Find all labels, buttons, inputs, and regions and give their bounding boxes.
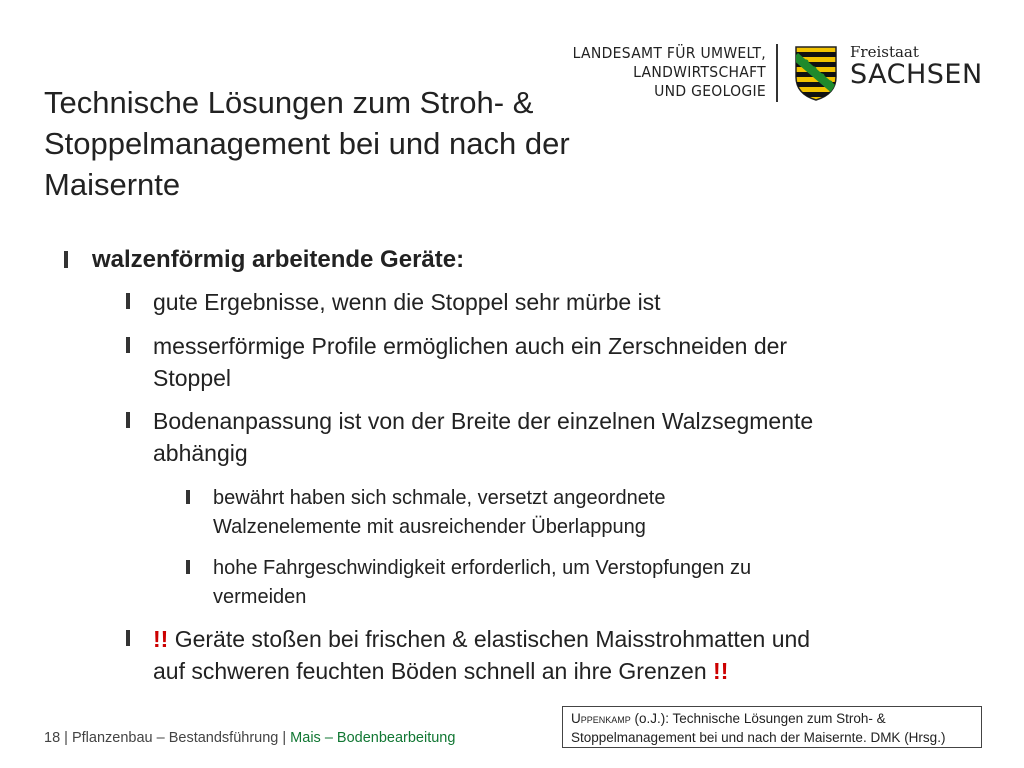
bullet-marker-icon [186, 560, 190, 574]
bullet-text: gute Ergebnisse, wenn die Stoppel sehr mürbe ist [153, 289, 661, 315]
title-line-1: Technische Lösungen zum Stroh- & [44, 85, 534, 120]
sub-bullet-text-line-2: vermeiden [213, 586, 307, 608]
reference-box [562, 706, 982, 748]
reference-line-1-text: (o.J.): Technische Lösungen zum Stroh- & [630, 711, 886, 726]
bullet-marker-icon [186, 490, 190, 504]
bullet-heading-text: walzenförmig arbeitende Geräte: [92, 246, 465, 273]
sub-bullet-text-line-2: Walzenelemente mit ausreichender Überlappung [213, 516, 646, 538]
bullet-text-line-1: messerförmige Profile ermöglichen auch ein Zerschneiden der [153, 333, 788, 359]
footer [44, 730, 455, 746]
bullet-marker-icon [126, 630, 130, 646]
footer-topic: Mais – Bodenbearbeitung [290, 730, 456, 746]
footer-section: | Pflanzenbau – Bestandsführung | [60, 730, 291, 746]
state-line-1: Freistaat [850, 43, 919, 61]
warning-mark: !! [153, 626, 169, 652]
state-line-2: SACHSEN [850, 59, 983, 90]
bullet-text-line-2: abhängig [153, 440, 248, 466]
bullet-text-line-2: Stoppel [153, 365, 232, 391]
bullet-marker-icon [126, 293, 130, 309]
bullet-text-line-2 [153, 655, 728, 687]
bullet-marker-icon [126, 412, 130, 428]
bullet-text-line-1: Bodenanpassung ist von der Breite der einzelnen Walzsegmente [153, 408, 814, 434]
title-line-3: Maisernte [44, 167, 181, 202]
bullet-text-line-1 [153, 623, 810, 655]
reference-line-2: Stoppelmanagement bei und nach der Maisernte. DMK (Hrsg.) [571, 730, 946, 745]
bullet-warning-text-2: auf schweren feuchten Böden schnell an ihre Grenzen [153, 658, 714, 684]
bullet-warning-text: Geräte stoßen bei frischen & elastischen Maisstrohmatten und [168, 626, 811, 652]
org-line-1: LANDESAMT FÜR UMWELT, [572, 44, 766, 62]
sub-bullet-text-line-1: bewährt haben sich schmale, versetzt angeordnete [213, 487, 666, 509]
sub-bullet-text-line-1: hohe Fahrgeschwindigkeit erforderlich, um Verstopfungen zu [213, 557, 752, 579]
org-line-2: LANDWIRTSCHAFT [633, 63, 766, 81]
reference-line-1 [571, 709, 973, 728]
reference-author: Uppenkamp [571, 711, 631, 726]
bullet-marker-icon [126, 337, 130, 353]
page-number: 18 [44, 730, 61, 746]
warning-mark: !! [713, 658, 729, 684]
org-line-3: UND GEOLOGIE [654, 82, 766, 100]
title-line-2: Stoppelmanagement bei und nach der [44, 126, 570, 161]
bullet-marker-icon [64, 251, 68, 268]
